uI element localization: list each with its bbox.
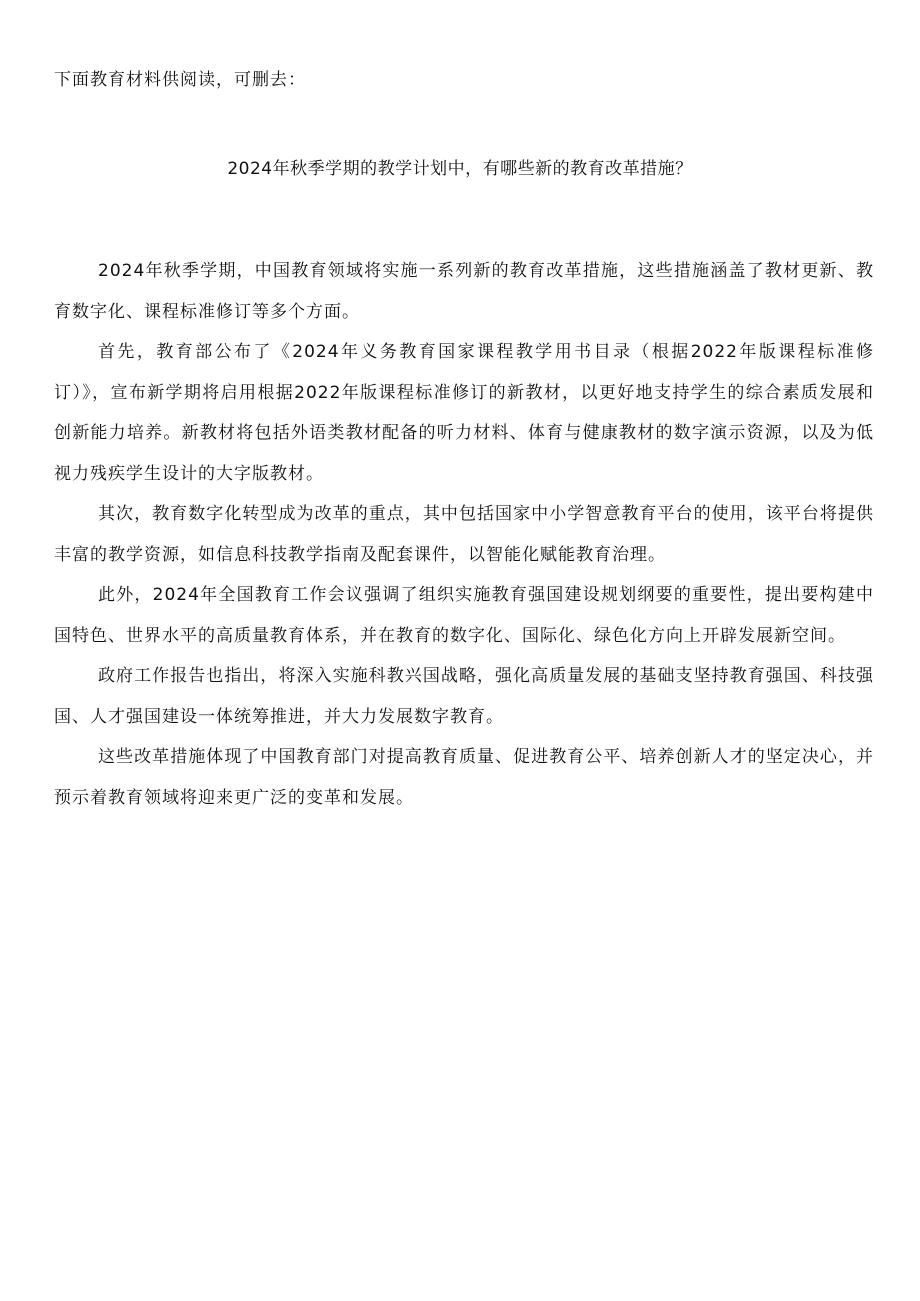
paragraph: 其次，教育数字化转型成为改革的重点，其中包括国家中小学智意教育平台的使用，该平台将提供丰富的教学资源，如信息科技教学指南及配套课件，以智能化赋能教育治理。 <box>54 504 874 565</box>
reading-note: 下面教育材料供阅读，可删去： <box>54 70 306 90</box>
paragraph: 此外，2024年全国教育工作会议强调了组织实施教育强国建设规划纲要的重要性，提出要构建中国特色、世界水平的高质量教育体系，并在教育的数字化、国际化、绿色化方向上开辟发展新空间。 <box>54 585 874 646</box>
document-body <box>54 251 874 818</box>
paragraph: 政府工作报告也指出，将深入实施科教兴国战略，强化高质量发展的基础支坚持教育强国、科技强国、人才强国建设一体统筹推进，并大力发展数字教育。 <box>54 666 874 727</box>
paragraph: 首先，教育部公布了《2024年义务教育国家课程教学用书目录（根据2022年版课程标准修订）》，宣布新学期将启用根据2022年版课程标准修订的新教材，以更好地支持学生的综合素质发展和创新能力培养。新教材将包括外语类教材配备的听力材料、体育与健康教材的数字演示资源，以及为低视力残疾学生设计的大字版教材。 <box>54 342 874 484</box>
paragraph: 2024年秋季学期，中国教育领域将实施一系列新的教育改革措施，这些措施涵盖了教材更新、教育数字化、课程标准修订等多个方面。 <box>54 261 874 322</box>
paragraph: 这些改革措施体现了中国教育部门对提高教育质量、促进教育公平、培养创新人才的坚定决心，并预示着教育领域将迎来更广泛的变革和发展。 <box>54 747 874 808</box>
document-title: 2024年秋季学期的教学计划中，有哪些新的教育改革措施？ <box>227 159 693 179</box>
